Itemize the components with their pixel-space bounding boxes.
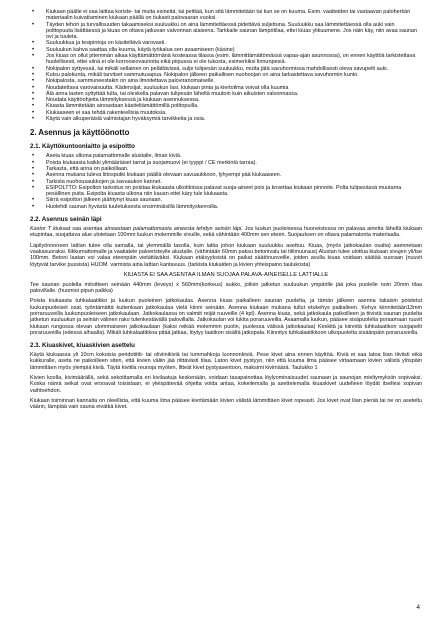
safety-bullet-list — [30, 9, 422, 122]
list-item: • Nokipalosta, sammuneestakin on aina ilmoitettava paloviranomaiselle. — [30, 78, 422, 84]
subsection-heading: 2.1. Käyttökuntoonlaitto ja esipoltto — [30, 143, 135, 151]
list-item: • Asenna mukana tuleva liitosputki kiukaan päällä olevaan savuaukkoon, lyhyempi pää kiukaaseen. — [30, 172, 422, 178]
list-item: • Jos kiuas on ollut pitemmän aikaa käyttämättömänä kosteassa tilassa (esim. lämmittämättömässä vapaa-ajan asunnossa), on ennen käyttöä tarkistettava huolellisesti, ettei siinä ei ole korroosiovaurioita eikä piipussa ei ole tukosta, esimerkiksi linnunpesiä. — [30, 53, 422, 66]
list-item: • Täyden tehon ja turvallisuuden takaamiseksi suuluukku on aina lämmitettäessä pidettävä suljettuna. Suuluukku saa lämmitettäessä olla auki vain polttopuuta lisättäessä ja kiuas on oltava jatkuvan valvonnan alaisena. Tarkkaile saunan lämpötilaa, ettei kiuas ylikuumene. Jos näin käy, niin avaa saunan ovi ja tuuleta. — [30, 22, 422, 41]
section-heading: 2. Asennus ja käyttöönotto — [30, 128, 130, 138]
subsection-heading: 2.2. Asennus seinän läpi — [30, 216, 102, 224]
list-item: • Suuluukkua ja tesipintoja on käsiteltävä varovasti. — [30, 40, 422, 46]
list-item: • Huolehdi saunan hyvästä tuuletuksesta ensimmäisillä lämmityskerroilla. — [30, 204, 422, 210]
paragraph: Läpilyönnoneen lattian tulee olla samalla, tai ylemmällä tasolla, kuin lattia johon kiukaan suuluukku asettuu. Kiuas, (myös jatkokaulan osalta) asennetaan vaakasuoraksi. Ilikkumattomalle ja vaakatele paloeristeylle alustalle. (vähintään 60mm paksu betonivalu tai tiilimuuraus) Alustan tulee ulottua kiukaan sivujen yli/tse 100mm. Betoni laatan voi valaa eteenpäin vietättäväksi. Kiukaan etäisyyksistä on paikat säätönuoveille, joiden avulla kiuas voidaan säätää suoraan (nuuvit löytyvät tarvike pussista) HUOM. varmista aina lattian kantavuus. (tarkista kiukaiden ja kivien yhteispaino taulukosta) — [30, 242, 423, 268]
list-item: • Kiuasta lämmitetään ainoastaan käsiteltämättömillä polttopuilla. — [30, 103, 422, 109]
italic-lead: Kastor T kiukaat saa asentaa ainoastaan palamattomasta aineesta tehdyn seinän läpi. — [30, 226, 243, 233]
paragraph: Kivien koolla, kivimäärällä, sekä sekoittamalla eri kivilaatuja keskenään, voidaan tasapainottaa löylyominaisuudet saunaan ja saunojan mieltymyksiin sopivaksi. Koska nämä seikat ovat erooavat toisistaan, ei yleispätevää ohjetta voida antaa, kokeilemalla ja asettelemalla kiuaskivet uudelleen löydät itsellesi sopivan vaihtoehdon. — [30, 375, 422, 394]
list-item: • Kiukaaseen ei saa tehdä rakenteellisia muutoksia. — [30, 110, 422, 116]
page-number: 4 — [416, 604, 420, 611]
list-item: • ESIPOLTTO: Esipolton tarkoitus on poistaa kiukaasta ulkotiloissa palavat suoja-aineet pois ja kovettaa kiukaan pinnoite. Polta tulipesässä muutama pesällinen puita. Esipolta kiuasta ulkona niin kauan ettei käry tule kiukaasta. — [30, 185, 422, 198]
paragraph: Poista kiukaasta tuhkalaatikko ja luukun puoleinen jatkokaulas. Asenna kiuas paikalleen saunan puolelta, ja tämän jälkeen asenna takaisin poistetut luukunpuoleiset osat, työntämättä kuitenkaan jatkokaulaa vielä kiinni seinään. Asenna kiukaan mukana tullut etukehys paikalleen. Kehys kiinnitetään13mm porraruuveilla luukunpuoleiseen jatkokaulaan. Jatkokaulassa on valmiit reijät ruuveille (4 kpl). Asenna kiuas, sekä jatkokaula paikoilleen ja tiivistä saunan puolelta jatketun suuluukun ja seinän välinen rako tulenkestävällä palovillalla. Jatkokaulan voi lukita poraruuveilla. Avaamalla luukun, pääsee sisäpuolelta poraamaan ruuvit kiukaan rungossa olevan ulommaiseen jatkokaulaan (kaksi reikää molemmin puolin, puolessa välissä jatkokaulaa) Keskitä ja kiinnitä tuhkalaatikon suojapelti poraruuveilla (edessä alhaalla). Mikäli tuhkalaatikkoa pitää jatkaa, löytyy laatikon sisältä jatkopala. Kiinnitys tuhkalaatikkoon ulkopuolelta sisäänpäin poraruuveilla. — [30, 298, 422, 336]
list-item: • Tarkista nuohousaukkojen ja savuaukon kannet. — [30, 179, 422, 185]
subsection-heading: 2.3. Kiuaskivet, kiuaskivien asettelu — [30, 342, 135, 350]
list-item: • Kutsu palokunta, mikäli tarvitset sammutusapua. Nokipalon jälkeen paikallisen nuohoojan on aina tarkastettava savuhormin kunto. — [30, 72, 422, 78]
paragraph — [30, 226, 422, 239]
list-item: • Kiukaan päälle ei saa laittaa koriste- tai muita esineitä, tai peittää, kun sitä lämmitetään tai kun se on kuuma. Esim. vaatteiden tai vastaavan paloherkän materiaalin kuivattaminen kiukaan päällä on tiukasti palovaaran vuoksi. — [30, 9, 422, 22]
list-item: • Älä anna lasten syttyttää tulta, tai oleskella palavan tulipesän läheltä muutoin kuin aikuisten valvonnassa. — [30, 91, 422, 97]
paragraph: Tee saunan puolelta mitoitteen seinään 440mm (leveys) x 560mm(korkeus) aukko, jolloin jatketun suuluukun ympärille jää joka puolelle noin 20mm tilaa palovillalle. (huomioi pipun palkka) — [30, 281, 422, 295]
list-item: • Noudata käyttöohjeita lämmityksessä ja kiukaan asennuksessa. — [30, 97, 422, 103]
list-item: • Suuluukun kahva saattaa olla kuuma, käytä työkalua sen avaamiseen (käsine) — [30, 47, 422, 53]
preparation-bullet-list — [30, 153, 422, 210]
list-item: • Siirrä esipolton jälkeen jäähtynyt kiuas saunaan. — [30, 197, 422, 203]
document-page — [30, 9, 422, 415]
list-item: • Käytä vain alkuperäisiä valmistajan hyväksymiä tarvikkeita ja osia. — [30, 116, 422, 122]
list-item: • Nokipalon syttyessä, tai mikäli sellainen on pelättävissä, sulje tulipesän suuluukku, mutta jätä savuhormissa mahdollisesti oleva savupelti auki. — [30, 66, 422, 72]
paragraph: Käytä kiukaassa yli 10cm kokoisia peridotiitti- tai oliviinikiviä tai tummahkoja luonnonkiviä. Pese kivet aina ennen käyttöä. Kiviä ei saa latoa liian tiiviisti eikä kukkuralle, aseta ne paikoilleen siten, että kivien väliin jää riittävästi tilaa. Latoo kivet pystyyn, niin että kuuma ilma pääsee virtaamaan kivien välistä ylöspäin lämmittäen myös ylempiä kiviä. Täytä kivitila reunoja myöten, lltteät kivet pystyasentoon, maksimi kivimäärä. Taulukko 1 — [30, 352, 422, 371]
list-item: • Poista kiukaasta kaikki ylimääräiset tarrat ja suojamuovi (ei tyyppi / CE merkintä tarraa). — [30, 160, 422, 166]
list-item: • Noudatettava varovaisuutta. Kädensijat, suuluukun lasi, kiukaan pinta ja kiertoilma voivat olla kuumia — [30, 85, 422, 91]
paragraph-rest: Jos luukun puoleisessa huoneistossa on palavaa ainetta lähellä kiukaan etupintaa, suojattava alue ulotetaan 100mm luukun molemmille sivuille, sekä vähintään 400mm sen eteen. Suojauksen on oltava palamatonta materiaalia. — [30, 226, 422, 239]
list-item: • Aseta kiuas ulkona palamattomalle alustalle, ilman kiviä. — [30, 153, 422, 159]
list-item: • Tarkasta, että arina on paikoillaan. — [30, 166, 422, 172]
warning-text: KIUASTA EI SAA ASENTAA ILMAN SUOJAA PALAVA-AINEISELLE LATTIALLE — [123, 271, 329, 278]
paragraph: Kiukaan toiminnan kannalta on oleellista, että kuuma ilma pääsee kiertämään kivien välistä lämmittäen kivet ropeasti. Jos kivet ovat liian pieniä tai ne on aseteltu väärin, lämpiää vain sauna eivätkä kivet. — [30, 397, 422, 411]
